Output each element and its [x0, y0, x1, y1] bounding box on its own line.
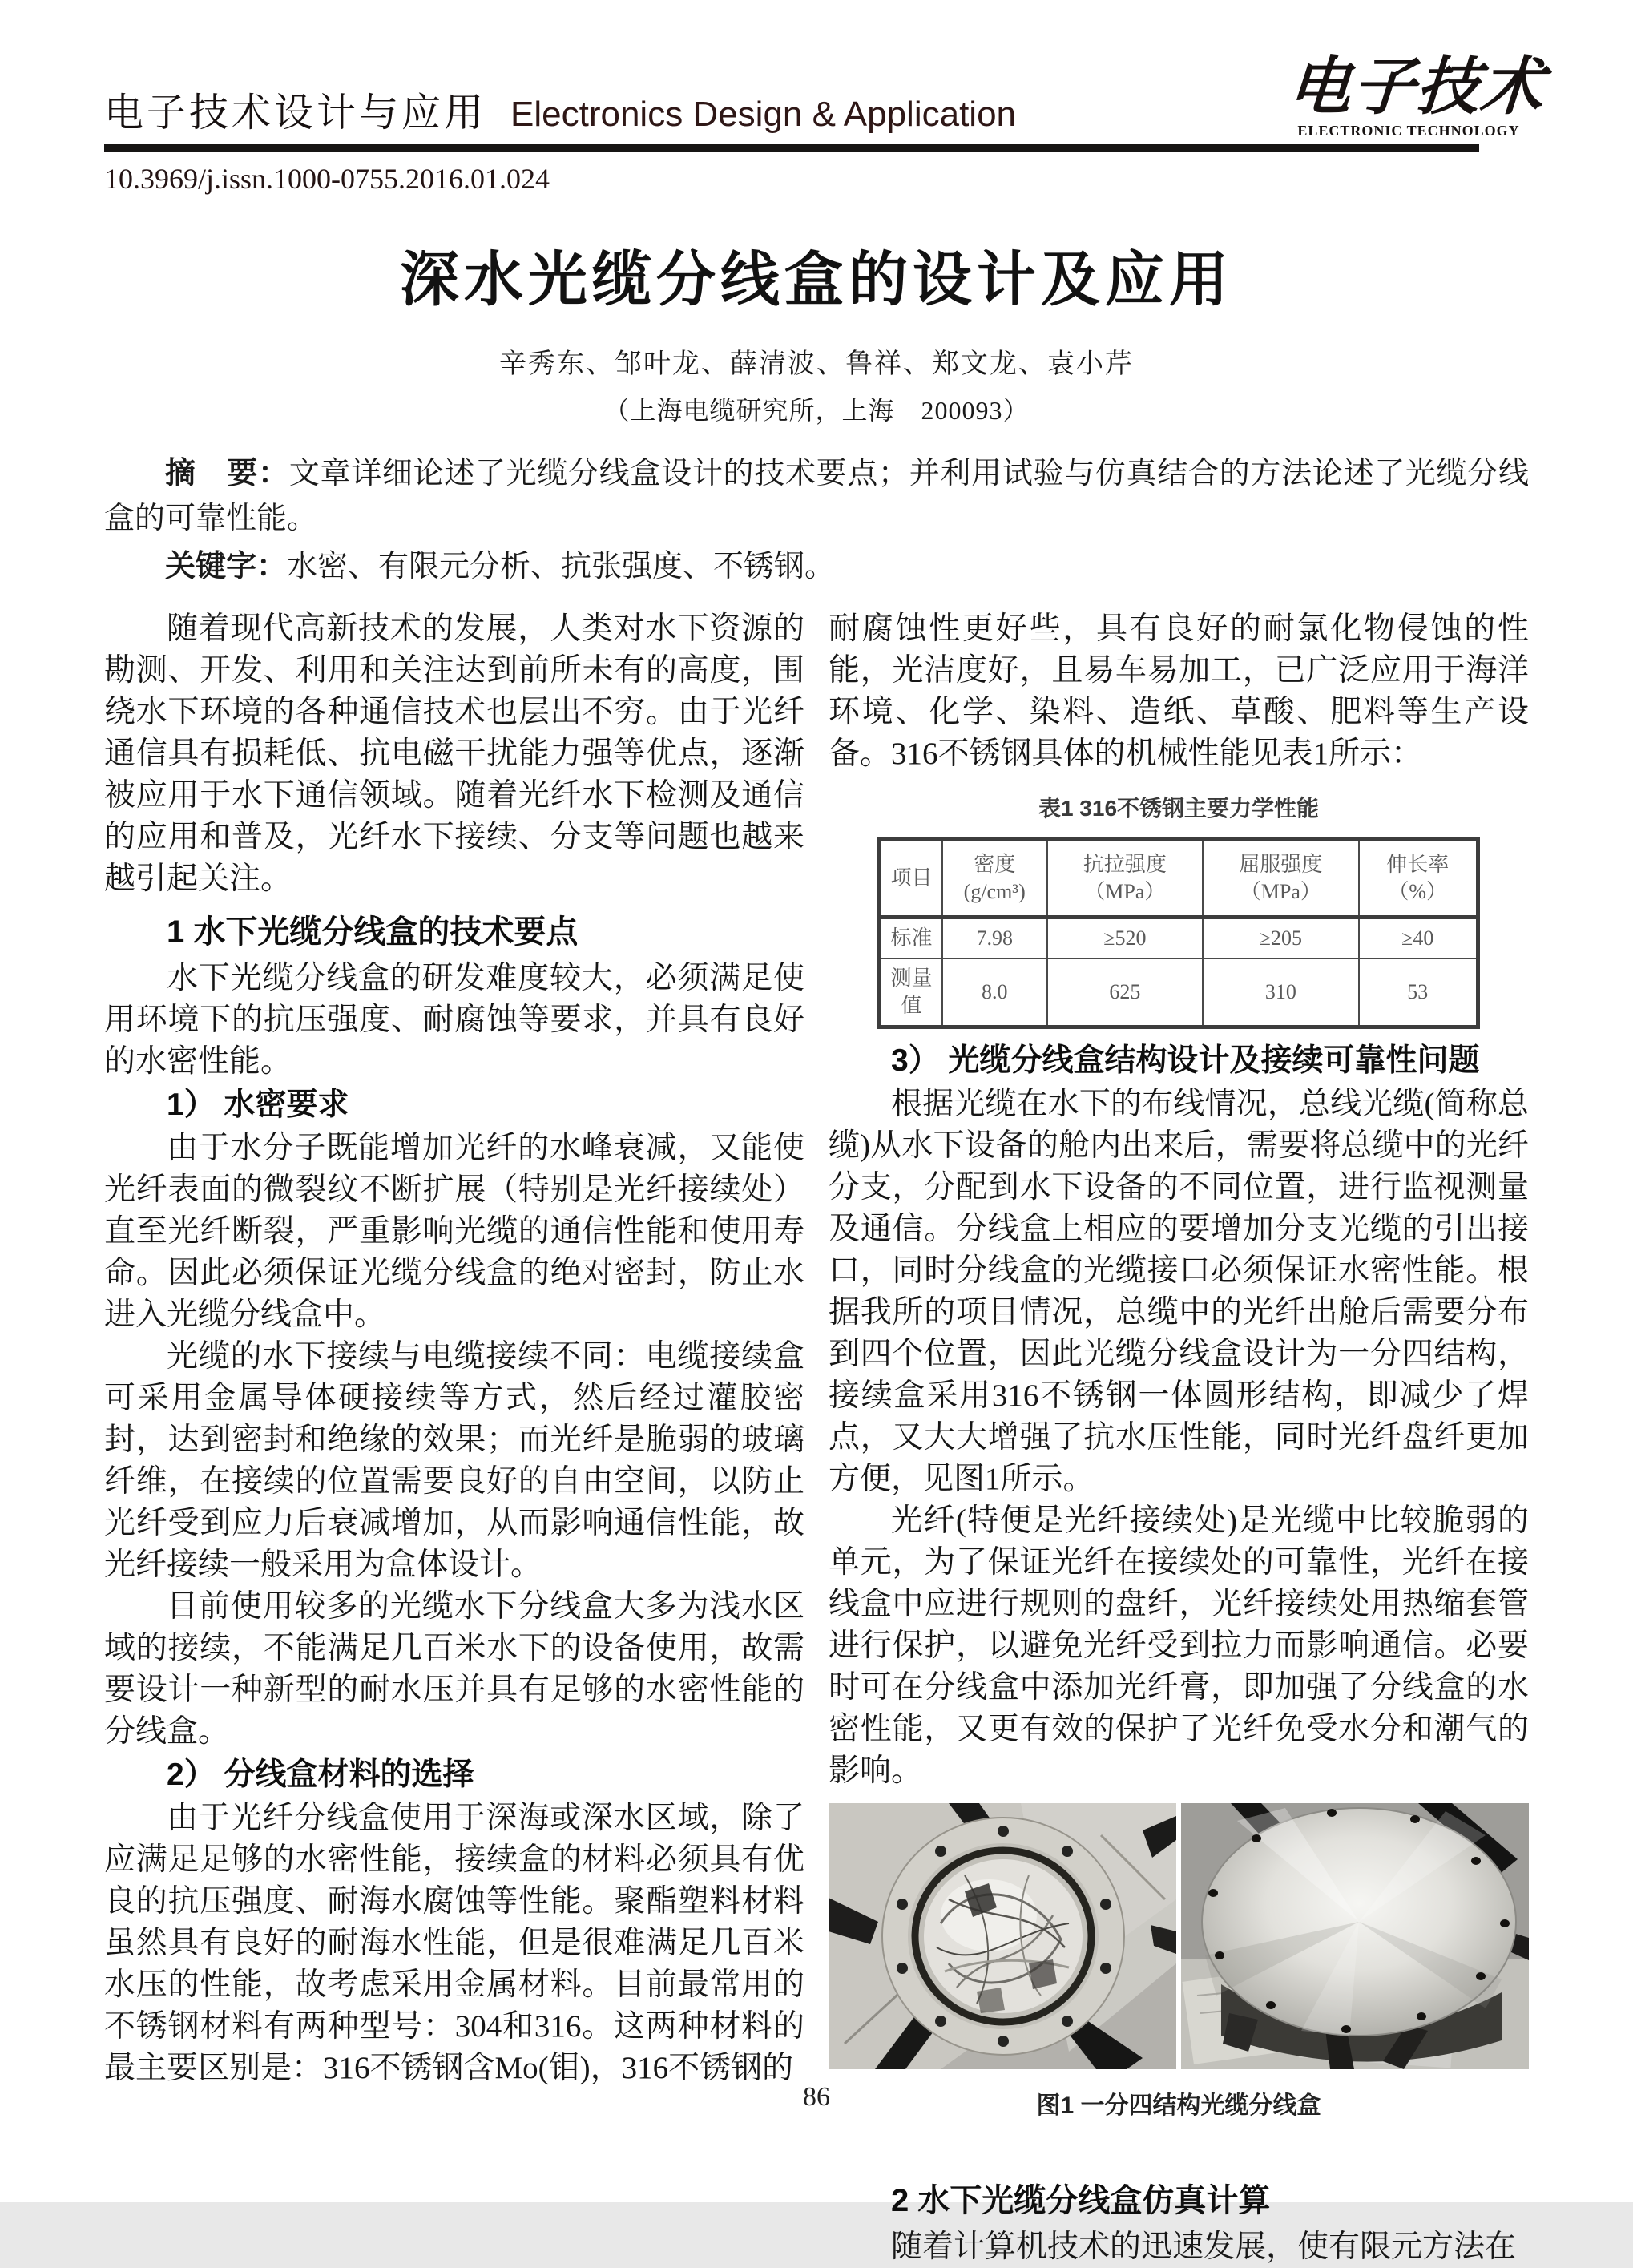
paragraph: 目前使用较多的光缆水下分线盒大多为浅水区域的接续，不能满足几百米水下的设备使用，故需要设计一种新型的耐水压并具有足够的水密性能的分线盒。 [104, 1589, 804, 1749]
paragraph: 根据光缆在水下的布线情况，总线光缆(简称总缆)从水下设备的舱内出来后，需要将总缆中的光纤分支，分配到水下设备的不同位置，进行监视测量及通信。分线盒上相应的要增加分支光缆的引出接口，同时分线盒的光缆接口必须保证水密性能。根据我所的项目情况，总缆中的光纤出舱后需要分布到四个位置，因此光缆分线盒设计为一分四结构，接续盒采用316不锈钢一体圆形结构，即减少了焊点，又大大增强了抗水压性能，同时光纤盘纤更加方便，见图1所示。 [829, 1087, 1529, 1496]
paragraph: 由于水分子既能增加光纤的水峰衰减，又能使光纤表面的微裂纹不断扩展（特别是光纤接续处）直至光纤断裂，严重影响光缆的通信性能和使用寿命。因此必须保证光缆分线盒的绝对密封，防止水进入光缆分线盒中。 [104, 1131, 804, 1332]
subsection-heading-2: 2） 分线盒材料的选择 [167, 1757, 474, 1792]
table-cell: 625 [1047, 958, 1203, 1027]
journal-logo [1285, 52, 1548, 139]
table-cell: 53 [1359, 958, 1478, 1027]
affiliation: （上海电缆研究所，上海 200093） [603, 396, 1030, 425]
figure-photo-closed-box [1181, 1803, 1529, 2069]
table-row [880, 918, 1478, 959]
page-number: 86 [803, 2082, 830, 2112]
table-caption: 表1 316不锈钢主要力学性能 [1038, 796, 1320, 821]
table-header-cell: 密度(g/cm³) [942, 840, 1047, 918]
subsection-heading-3: 3） 光缆分线盒结构设计及接续可靠性问题 [891, 1043, 1480, 1078]
table-cell: 8.0 [942, 958, 1047, 1027]
body-columns [104, 608, 1529, 2268]
right-column [829, 608, 1529, 2268]
abstract [104, 451, 1529, 541]
table-cell: ≥205 [1203, 918, 1358, 959]
masthead-rule [104, 144, 1479, 152]
paragraph: 随着现代高新技术的发展，人类对水下资源的勘测、开发、利用和关注达到前所未有的高度，围绕水下环境的各种通信技术也层出不穷。由于光纤通信具有损耗低、抗电磁干扰能力强等优点，逐渐被应用于水下通信领域。随着光纤水下检测及通信的应用和普及，光纤水下接续、分支等问题也越来越引起关注。 [104, 611, 804, 896]
table-header-cell: 项目 [880, 840, 942, 918]
table-header-cell: 伸长率（%） [1359, 840, 1478, 918]
journal-title-en: Electronics Design & Application [510, 95, 1017, 134]
masthead [104, 0, 1548, 139]
abstract-text: 文章详细论述了光缆分线盒设计的技术要点；并利用试验与仿真结合的方法论述了光缆分线盒的可靠性能。 [104, 457, 1529, 535]
table-cell: 测量值 [880, 958, 942, 1027]
keywords-text: 水密、有限元分析、抗张强度、不锈钢。 [287, 550, 836, 583]
table-header-row [880, 840, 1478, 918]
paper-title: 深水光缆分线盒的设计及应用 [400, 248, 1233, 313]
paragraph: 水下光缆分线盒的研发难度较大，必须满足使用环境下的抗压强度、耐腐蚀等要求，并具有良好的水密性能。 [104, 961, 804, 1079]
paragraph: 耐腐蚀性更好些，具有良好的耐氯化物侵蚀的性能，光洁度好，且易车易加工，已广泛应用于海洋环境、化学、染料、造纸、草酸、肥料等生产设备。316不锈钢具体的机械性能见表1所示： [829, 611, 1529, 771]
abstract-label: 摘 要： [165, 457, 289, 490]
journal-logo-subtitle: ELECTRONIC TECHNOLOGY [1297, 123, 1520, 139]
subsection-heading-1: 1） 水密要求 [167, 1088, 349, 1122]
keywords [104, 544, 1529, 589]
paragraph: 光缆的水下接续与电缆接续不同：电缆接续盒可采用金属导体硬接续等方式，然后经过灌胶密封，达到密封和绝缘的效果；而光纤是脆弱的玻璃纤维，在接续的位置需要良好的自由空间，以防止光纤受到应力后衰减增加，从而影响通信性能，故光纤接续一般采用为盒体设计。 [104, 1339, 804, 1582]
table-cell: ≥520 [1047, 918, 1203, 959]
paragraph: 由于光纤分线盒使用于深海或深水区域，除了应满足足够的水密性能，接续盒的材料必须具有优良的抗压强度、耐海水腐蚀等性能。聚酯塑料材料虽然具有良好的耐海水性能，但是很难满足几百米水压的性能，故考虑采用金属材料。目前最常用的不锈钢材料有两种型号：304和316。这两种材料的最主要区别是：316不锈钢含Mo(钼)，316不锈钢的 [104, 1801, 804, 2085]
figure-photo-open-box [829, 1803, 1176, 2069]
paragraph: 光纤(特便是光纤接续处)是光缆中比较脆弱的单元，为了保证光纤在接续处的可靠性，光纤在接线盒中应进行规则的盘纤，光纤接续处用热缩套管进行保护，以避免光纤受到拉力而影响通信。必要时可在分线盒中添加光纤膏，即加强了分线盒的水密性能，又更有效的保护了光纤免受水分和潮气的影响。 [829, 1503, 1529, 1788]
table-cell: ≥40 [1359, 918, 1478, 959]
journal-logo-calligraphy: 电子技术 [1285, 52, 1548, 122]
journal-title-cn: 电子技术设计与应用 [104, 91, 487, 135]
table-cell: 310 [1203, 958, 1358, 1027]
table-header-cell: 屈服强度（MPa） [1203, 840, 1358, 918]
figure-1 [829, 1803, 1529, 2069]
table-row [880, 958, 1478, 1027]
table-header-cell: 抗拉强度（MPa） [1047, 840, 1203, 918]
mechanical-properties-table [877, 837, 1480, 1029]
table-cell: 7.98 [942, 918, 1047, 959]
section-heading-2: 2 水下光缆分线盒仿真计算 [891, 2183, 1271, 2218]
figure-caption: 图1 一分四结构光缆分线盒 [1036, 2092, 1321, 2119]
paragraph: 随着计算机技术的迅速发展，使有限元方法在 [891, 2230, 1517, 2264]
abstract-paragraph [104, 451, 1529, 541]
left-column [104, 608, 804, 2268]
authors: 辛秀东、邹叶龙、薛清波、鲁祥、郑文龙、袁小芹 [499, 349, 1134, 379]
keywords-label: 关键字： [165, 550, 288, 583]
journal-title-block [104, 82, 1016, 138]
keywords-paragraph [104, 544, 1529, 589]
doi: 10.3969/j.issn.1000-0755.2016.01.024 [104, 163, 550, 195]
table-cell: 标准 [880, 918, 942, 959]
section-heading-1: 1 水下光缆分线盒的技术要点 [167, 914, 579, 950]
